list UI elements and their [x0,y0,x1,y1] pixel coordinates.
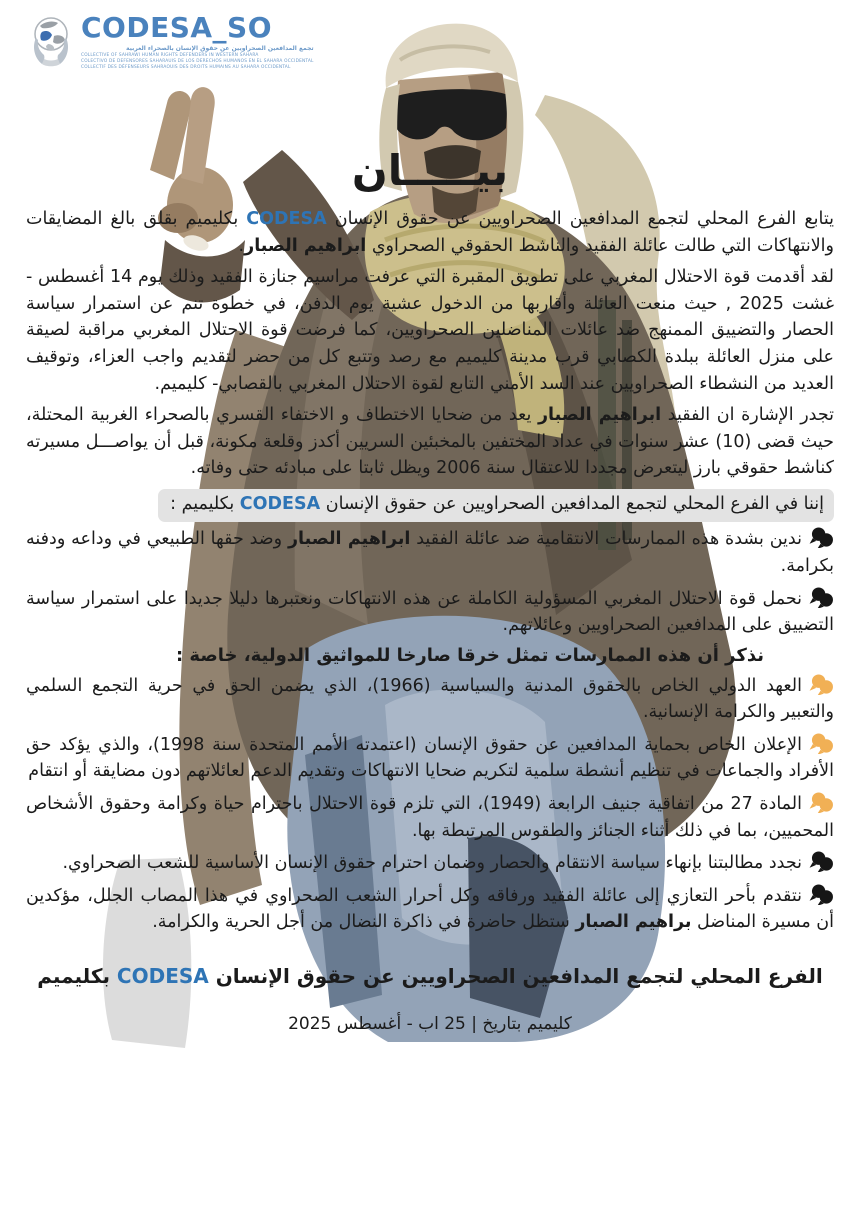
intro-text-middle: بكليميم بقلق بالغ المضايقات والانتهاكات التي طالت عائلة الفقيد والناشط الحقوقي الصحراوي [26,209,834,256]
double-comma-bullet-icon [809,792,834,813]
codesa-acronym: CODESA [239,493,321,514]
history-paragraph [26,402,834,482]
victim-name: ابراهيم الصبار [244,235,367,256]
history-text-start: تجدر الإشارة ان الفقيد [661,405,835,426]
bullet-condolence [26,883,834,936]
history-text-end: يعد من ضحايا الاختطاف و الاختفاء القسري بالصحراء الغربية المحتلة، حيث قضى (10) عشر سنوات في عداد المختفين بالمخبئين السريين أكدز وقلعة مكونة، قبل أن يواصـــل مسيرته كناشط حقوقي بارز ليتعرض مجددا للاعتقال سنة 2006 ويظل ثابتا على مبادئه حتى وفاته. [26,405,834,479]
intro-paragraph [26,206,834,259]
bullet-responsibility [26,586,834,639]
logo-taglines [81,45,314,70]
bullet-responsibility-text: نحمل قوة الاحتلال المغربي المسؤولية الكاملة عن هذه الانتهاكات ونعتبرها دليلا جديدا على استمرار سياسة التضييق على المدافعين الصحراويين وعائلاتهم. [26,588,834,636]
footer-org-text-end: بكليميم [37,964,117,989]
bullet-geneva-1949 [26,791,834,844]
double-comma-bullet-icon [809,587,834,608]
logo-tagline-french: COLLECTIF DES DÉFENSEURS SAHRAOUIS DES DROITS HUMAINS AU SAHARA OCCIDENTAL [81,65,291,70]
bullet-condolence-text-end: ستظل حاضرة في ذاكرة النضال من أجل الحرية والكرامة. [152,912,576,933]
bullet-covenant-1966 [26,673,834,726]
bullet-renew-text: نجدد مطالبتنا بإنهاء سياسة الانتقام والحصار وضمان احترام حقوق الإنسان الأساسية للشعب الصحراوي. [62,853,802,874]
codesa-acronym: CODESA [246,209,327,229]
logo-globe-hands-icon [28,14,74,68]
footer-organization-line [26,964,834,988]
logo-wordmark: CODESA_SO [81,11,273,44]
bullet-renew-demand [26,850,834,877]
bullet-condemn-text: ندين بشدة هذه الممارسات الانتقامية ضد عائلة الفقيد [410,529,802,550]
victim-name: براهيم الصبار [575,912,692,933]
intro-text-start: يتابع الفرع المحلي لتجمع المدافعين الصحراويين عن حقوق الإنسان [326,209,834,229]
bullet-condolence-text: نتقدم بأحر التعازي إلى عائلة الفقيد ورفاقه وكل أحرار الشعب الصحراوي في هذا المصاب الجلل، مؤكدين أن مسيرة المناضل [26,885,834,933]
org-logo [28,11,314,70]
double-comma-bullet-icon [809,884,834,905]
bullet-condemn-text-end: وضد حقها الطبيعي في وداعه ودفنه بكرامة. [26,529,834,576]
victim-name: ابراهيم الصبار [287,529,411,550]
footer-date-line: كليميم بتاريخ | 25 اب - أغسطس 2025 [288,1014,572,1035]
logo-tagline-spanish: COLECTIVO DE DEFENSORES SAHARAUIS DE LOS DERECHOS HUMANOS EN EL SAHARA OCCIDENTAL [81,59,314,64]
double-comma-bullet-icon [809,733,834,754]
highlight-text-end: بكليميم : [170,493,240,514]
footer-org-text: الفرع المحلي لتجمع المدافعين الصحراويين عن حقوق الإنسان [208,964,823,989]
bullet-condemn [26,526,834,579]
logo-tagline-english: COLLECTIVE OF SAHRAWI HUMAN RIGHTS DEFENDERS IN WESTERN SAHARA [81,53,259,58]
bullet-declaration-1998 [26,732,834,785]
bullet-declaration-text: الإعلان الخاص بحماية المدافعين عن حقوق الإنسان (اعتمدته الأمم المتحدة سنة 1998)، والذي يؤكد حق الأفراد والجماعات في تنظيم أنشطة سلمية لتكريم ضحايا الانتهاكات وتقديم الدعم لعائلاتهم دون مضايقة أو انتقام [26,734,834,782]
double-comma-bullet-icon [809,851,834,872]
codesa-acronym: CODESA [116,964,209,989]
international-instruments-heading: نذكر أن هذه الممارسات تمثل خرقا صارخا للمواثيق الدولية، خاصة : [175,644,764,666]
statement-title: بيـــــان [351,146,509,195]
highlight-text-start: إننا في الفرع المحلي لتجمع المدافعين الصحراويين عن حقوق الإنسان [320,493,824,514]
victim-name: ابراهيم الصبار [537,405,662,426]
position-highlight [158,489,834,522]
double-comma-bullet-icon [809,527,834,548]
position-statement-row [26,489,834,522]
logo-tagline-arabic: تجمع المدافعين الصحراويين عن حقوق الإنسان بالصحراء الغربية [126,45,314,52]
bullet-geneva-text: المادة 27 من اتفاقية جنيف الرابعة (1949)، التي تلزم قوة الاحتلال باحترام حياة وكرامة وحقوق الأشخاص المحميين، بما في ذلك أثناء الجنائز والطقوس المرتبطة بها. [26,794,834,841]
bullet-covenant-text: العهد الدولي الخاص بالحقوق المدنية والسياسية (1966)، الذي يضمن الحق في حرية التجمع السلمي والتعبير والكرامة الإنسانية. [26,675,834,723]
intro-text-end: . [238,235,245,256]
funeral-paragraph: لقد أقدمت قوة الاحتلال المغربي على تطويق المقبرة التي عرفت مراسيم جنازة الفقيد وذلك يوم 14 أغسطس - غشت 2025 , حيث منعت العائلة وأقاربها من الدخول عشية يوم الدفن، في خطوة تنم عن استمرار سياسة الحصار والتضييق الممنهج ضد عائلات المناضلين الصحراويين، كما فرضت قوة الاحتلال المغربي مراقبة لصيقة على منزل العائلة ببلدة الكصابي قرب مدينة كليميم مع رصد وتتبع كل من حضر لتقديم واجب العزاء، وتوقيف العديد من النشطاء الصحراويين عند السد الأمني التابع لقوة الاحتلال المغربي بالقصابي- كليميم. [26,267,835,394]
double-comma-bullet-icon [809,674,834,695]
